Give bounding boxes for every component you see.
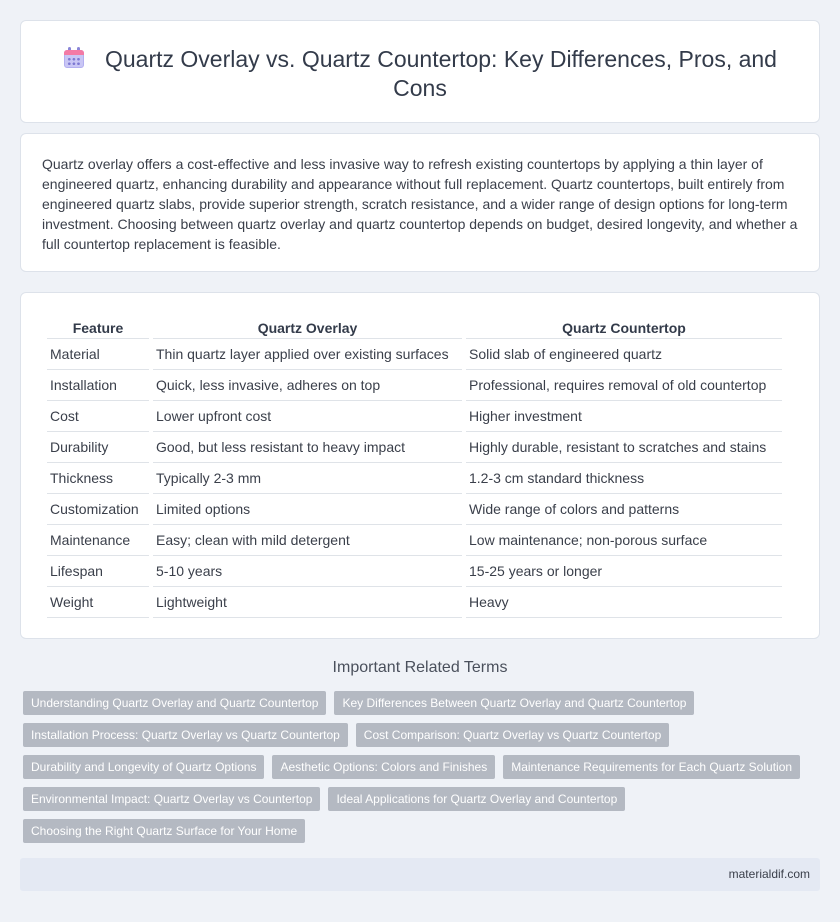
intro-card [20,133,820,272]
feature-cell: Thickness [47,463,149,494]
comparison-card [20,292,820,639]
tag-row [23,723,823,747]
related-terms-list [23,691,823,851]
table-row [47,587,782,618]
overlay-cell: Good, but less resistant to heavy impact [153,432,462,463]
table-row [47,525,782,556]
table-row [47,494,782,525]
page-title-text: Quartz Overlay vs. Quartz Countertop: Key Differences, Pros, and Cons [105,46,777,101]
calendar-icon [63,47,85,69]
related-term-tag[interactable]: Key Differences Between Quartz Overlay and Quartz Countertop [334,691,694,715]
overlay-cell: Thin quartz layer applied over existing surfaces [153,339,462,370]
countertop-cell: Highly durable, resistant to scratches and stains [466,432,782,463]
feature-cell: Lifespan [47,556,149,587]
feature-cell: Installation [47,370,149,401]
countertop-cell: Wide range of colors and patterns [466,494,782,525]
overlay-cell: Easy; clean with mild detergent [153,525,462,556]
feature-cell: Weight [47,587,149,618]
related-terms-heading: Important Related Terms [332,659,508,676]
tag-row [23,819,823,843]
overlay-cell: Typically 2-3 mm [153,463,462,494]
countertop-cell: Higher investment [466,401,782,432]
related-term-tag[interactable]: Aesthetic Options: Colors and Finishes [272,755,495,779]
related-term-tag[interactable]: Durability and Longevity of Quartz Options [23,755,264,779]
countertop-cell: Low maintenance; non-porous surface [466,525,782,556]
intro-text: Quartz overlay offers a cost-effective and less invasive way to refresh existing countertops by applying a thin layer of engineered quartz, enhancing durability and appearance without full replacement. Quartz countertops, built entirely from engineered quartz slabs, provide superior strength, scratch resistance, and a wider range of design options for long-term investment. Choosing between quartz overlay and quartz countertop depends on budget, desired longevity, and whether a full countertop replacement is feasible. [42,156,798,252]
footer [20,858,820,891]
feature-cell: Cost [47,401,149,432]
overlay-cell: Limited options [153,494,462,525]
table-row [47,463,782,494]
related-term-tag[interactable]: Maintenance Requirements for Each Quartz Solution [503,755,800,779]
footer-site-link[interactable]: materialdif.com [728,867,810,881]
table-header-row [47,313,782,339]
tag-row [23,691,823,715]
table-row [47,556,782,587]
countertop-cell: Professional, requires removal of old countertop [466,370,782,401]
feature-cell: Customization [47,494,149,525]
header-feature: Feature [47,313,149,339]
header-quartz-overlay: Quartz Overlay [153,313,462,339]
title-card [20,20,820,123]
related-term-tag[interactable]: Understanding Quartz Overlay and Quartz Countertop [23,691,326,715]
overlay-cell: Lightweight [153,587,462,618]
table-row [47,339,782,370]
related-term-tag[interactable]: Choosing the Right Quartz Surface for Your Home [23,819,305,843]
feature-cell: Material [47,339,149,370]
feature-cell: Maintenance [47,525,149,556]
countertop-cell: 1.2-3 cm standard thickness [466,463,782,494]
countertop-cell: Solid slab of engineered quartz [466,339,782,370]
table-row [47,370,782,401]
tag-row [23,787,823,811]
table-row [47,432,782,463]
comparison-table [43,313,786,618]
feature-cell: Durability [47,432,149,463]
related-term-tag[interactable]: Cost Comparison: Quartz Overlay vs Quartz Countertop [356,723,669,747]
countertop-cell: 15-25 years or longer [466,556,782,587]
countertop-cell: Heavy [466,587,782,618]
overlay-cell: Lower upfront cost [153,401,462,432]
header-quartz-countertop: Quartz Countertop [466,313,782,339]
overlay-cell: Quick, less invasive, adheres on top [153,370,462,401]
overlay-cell: 5-10 years [153,556,462,587]
related-term-tag[interactable]: Environmental Impact: Quartz Overlay vs Countertop [23,787,320,811]
related-term-tag[interactable]: Installation Process: Quartz Overlay vs Quartz Countertop [23,723,348,747]
page-title [61,45,779,103]
table-row [47,401,782,432]
related-term-tag[interactable]: Ideal Applications for Quartz Overlay and Countertop [328,787,625,811]
tag-row [23,755,823,779]
